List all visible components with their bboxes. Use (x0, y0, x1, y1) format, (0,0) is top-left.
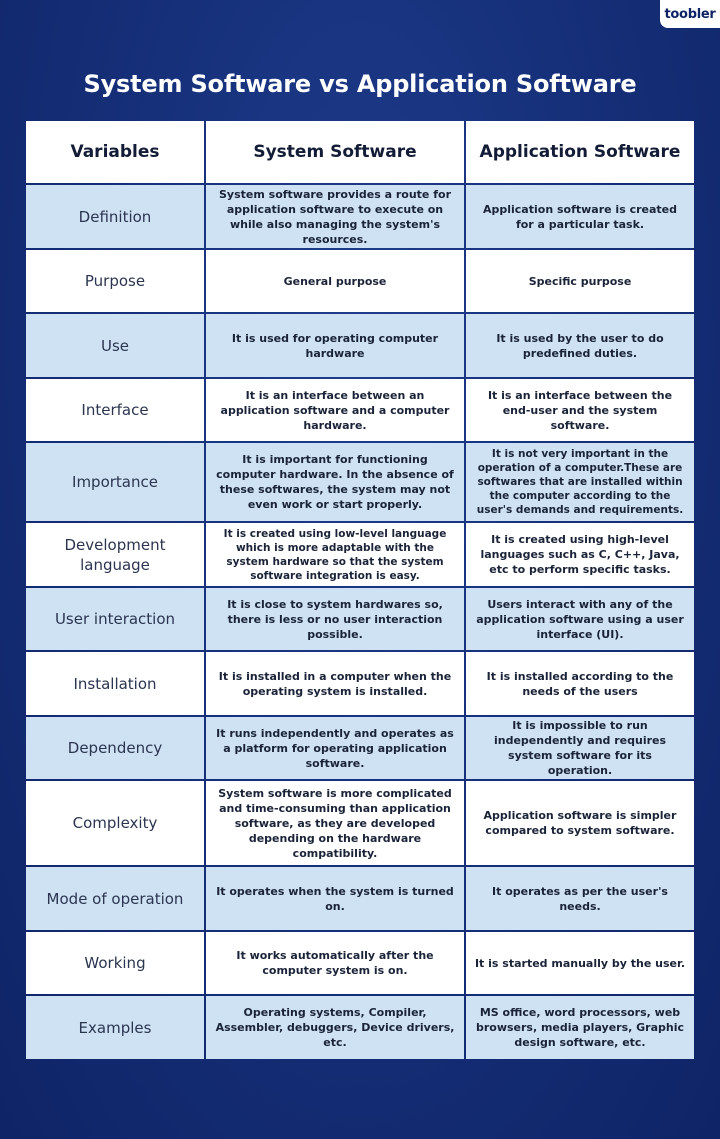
variable-cell: Complexity (26, 781, 204, 865)
table-row-installation (26, 652, 694, 715)
variable-cell: Importance (26, 443, 204, 521)
toobler-logo: toobler (660, 0, 720, 28)
header-application-software: Application Software (466, 121, 694, 183)
application-cell: It is used by the user to do predefined duties. (466, 314, 694, 377)
application-cell: It operates as per the user's needs. (466, 867, 694, 930)
variable-cell: Dependency (26, 717, 204, 779)
application-cell: Application software is created for a particular task. (466, 185, 694, 248)
system-cell: It works automatically after the computer system is on. (206, 932, 464, 994)
system-cell: System software is more complicated and time-consuming than application software, as they are developed depending on the hardware compatibility. (206, 781, 464, 865)
application-cell: It is an interface between the end-user and the system software. (466, 379, 694, 441)
application-cell: It is started manually by the user. (466, 932, 694, 994)
page-title: System Software vs Application Software (83, 70, 637, 98)
system-cell: It is created using low-level language which is more adaptable with the system hardware so that the system software integration is easy. (206, 523, 464, 586)
table-row-mode-of-operation (26, 867, 694, 930)
system-cell: It is installed in a computer when the operating system is installed. (206, 652, 464, 715)
header-system-software: System Software (206, 121, 464, 183)
application-cell: Specific purpose (466, 250, 694, 312)
variable-cell: Definition (26, 185, 204, 248)
table-row-complexity (26, 781, 694, 865)
system-cell: It is an interface between an application software and a computer hardware. (206, 379, 464, 441)
application-cell: It is impossible to run independently and requires system software for its operation. (466, 717, 694, 779)
application-cell: It is not very important in the operation of a computer.These are softwares that are installed within the computer according to the user's demands and requirements. (466, 443, 694, 521)
application-cell: Application software is simpler compared to system software. (466, 781, 694, 865)
header-variables: Variables (26, 121, 204, 183)
system-cell: System software provides a route for application software to execute on while also managing the system's resources. (206, 185, 464, 248)
variable-cell: Mode of operation (26, 867, 204, 930)
variable-cell: Development language (26, 523, 204, 586)
system-cell: It is important for functioning computer hardware. In the absence of these softwares, the system may not even work or start properly. (206, 443, 464, 521)
application-cell: It is created using high-level languages such as C, C++, Java, etc to perform specific tasks. (466, 523, 694, 586)
system-cell: It runs independently and operates as a platform for operating application software. (206, 717, 464, 779)
table-row-examples (26, 996, 694, 1059)
variable-cell: Use (26, 314, 204, 377)
table-row-definition (26, 185, 694, 248)
application-cell: Users interact with any of the application software using a user interface (UI). (466, 588, 694, 650)
variable-cell: User interaction (26, 588, 204, 650)
system-cell: General purpose (206, 250, 464, 312)
table-row-development-language (26, 523, 694, 586)
table-row-purpose (26, 250, 694, 312)
table-row-working (26, 932, 694, 994)
variable-cell: Examples (26, 996, 204, 1059)
application-cell: It is installed according to the needs of the users (466, 652, 694, 715)
variable-cell: Installation (26, 652, 204, 715)
comparison-table (26, 121, 694, 1061)
table-header-row (26, 121, 694, 183)
table-row-interface (26, 379, 694, 441)
system-cell: It is used for operating computer hardware (206, 314, 464, 377)
table-row-user-interaction (26, 588, 694, 650)
table-row-importance (26, 443, 694, 521)
variable-cell: Purpose (26, 250, 204, 312)
application-cell: MS office, word processors, web browsers, media players, Graphic design software, etc. (466, 996, 694, 1059)
system-cell: It operates when the system is turned on. (206, 867, 464, 930)
system-cell: Operating systems, Compiler, Assembler, debuggers, Device drivers, etc. (206, 996, 464, 1059)
table-row-use (26, 314, 694, 377)
system-cell: It is close to system hardwares so, there is less or no user interaction possible. (206, 588, 464, 650)
table-row-dependency (26, 717, 694, 779)
variable-cell: Working (26, 932, 204, 994)
variable-cell: Interface (26, 379, 204, 441)
